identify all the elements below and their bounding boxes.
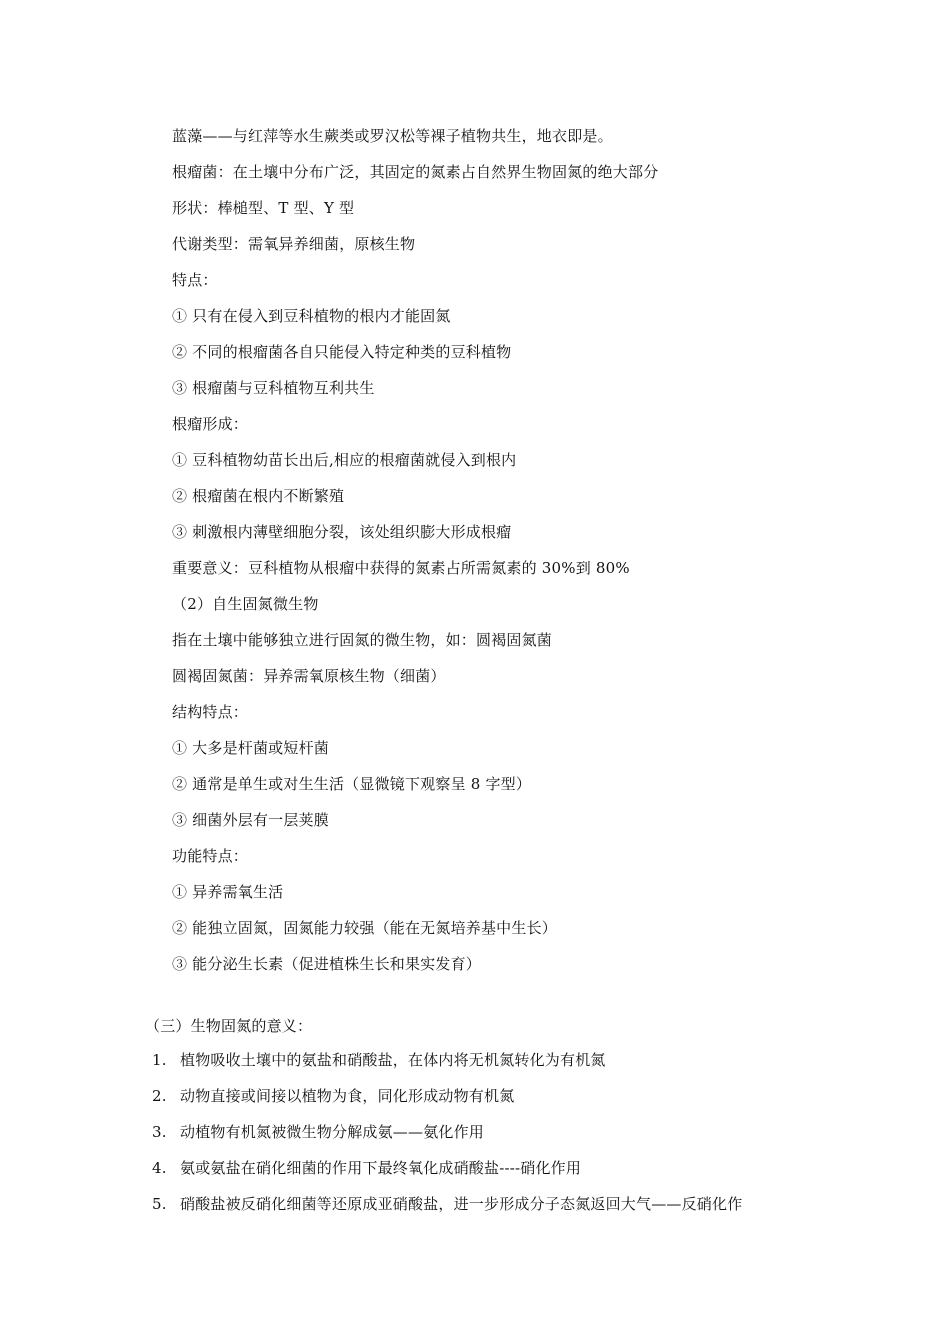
list-number: 5. — [152, 1195, 167, 1213]
list-number: 1. — [152, 1051, 167, 1069]
list-item — [152, 1050, 606, 1070]
paragraph-17: 结构特点： — [172, 703, 249, 721]
paragraph-9: 根瘤形成： — [172, 415, 249, 433]
paragraph-20: ③ 细菌外层有一层荚膜 — [172, 811, 329, 829]
paragraph-14: （2）自生固氮微生物 — [172, 595, 319, 613]
paragraph-12: ③ 刺激根内薄壁细胞分裂，该处组织膨大形成根瘤 — [172, 523, 512, 541]
list-number: 2. — [152, 1087, 167, 1105]
paragraph-6: ① 只有在侵入到豆科植物的根内才能固氮 — [172, 307, 451, 325]
list-item — [152, 1194, 742, 1214]
section-title: （三）生物固氮的意义： — [145, 1017, 313, 1035]
paragraph-7: ② 不同的根瘤菌各自只能侵入特定种类的豆科植物 — [172, 343, 512, 361]
paragraph-10: ① 豆科植物幼苗长出后,相应的根瘤菌就侵入到根内 — [172, 451, 517, 469]
paragraph-3: 形状：棒槌型、T 型、Y 型 — [172, 199, 355, 217]
list-text: 动物直接或间接以植物为食，同化形成动物有机氮 — [180, 1087, 515, 1105]
paragraph-19: ② 通常是单生或对生生活（显微镜下观察呈 8 字型） — [172, 775, 532, 793]
paragraph-23: ② 能独立固氮，固氮能力较强（能在无氮培养基中生长） — [172, 919, 557, 937]
paragraph-13: 重要意义：豆科植物从根瘤中获得的氮素占所需氮素的 30%到 80% — [172, 559, 630, 577]
paragraph-24: ③ 能分泌生长素（促进植株生长和果实发育） — [172, 955, 481, 973]
list-number: 3. — [152, 1123, 167, 1141]
paragraph-11: ② 根瘤菌在根内不断繁殖 — [172, 487, 345, 505]
list-text: 硝酸盐被反硝化细菌等还原成亚硝酸盐，进一步形成分子态氮返回大气——反硝化作 — [180, 1195, 743, 1213]
list-item — [152, 1122, 484, 1142]
paragraph-22: ① 异养需氧生活 — [172, 883, 284, 901]
paragraph-4: 代谢类型：需氧异养细菌，原核生物 — [172, 235, 416, 253]
list-item — [152, 1086, 514, 1106]
list-text: 氨或氨盐在硝化细菌的作用下最终氧化成硝酸盐----硝化作用 — [180, 1159, 582, 1177]
paragraph-5: 特点： — [172, 271, 218, 289]
paragraph-15: 指在土壤中能够独立进行固氮的微生物，如：圆褐固氮菌 — [172, 631, 553, 649]
list-number: 4. — [152, 1159, 167, 1177]
paragraph-8: ③ 根瘤菌与豆科植物互利共生 — [172, 379, 375, 397]
paragraph-21: 功能特点： — [172, 847, 249, 865]
list-text: 植物吸收土壤中的氨盐和硝酸盐，在体内将无机氮转化为有机氮 — [180, 1051, 606, 1069]
paragraph-1: 蓝藻——与红萍等水生蕨类或罗汉松等裸子植物共生，地衣即是。 — [172, 127, 613, 145]
list-item — [152, 1158, 581, 1178]
list-text: 动植物有机氮被微生物分解成氨——氨化作用 — [180, 1123, 485, 1141]
paragraph-18: ① 大多是杆菌或短杆菌 — [172, 739, 329, 757]
paragraph-16: 圆褐固氮菌：异养需氧原核生物（细菌） — [172, 667, 446, 685]
paragraph-2: 根瘤菌：在土壤中分布广泛，其固定的氮素占自然界生物固氮的绝大部分 — [172, 163, 659, 181]
